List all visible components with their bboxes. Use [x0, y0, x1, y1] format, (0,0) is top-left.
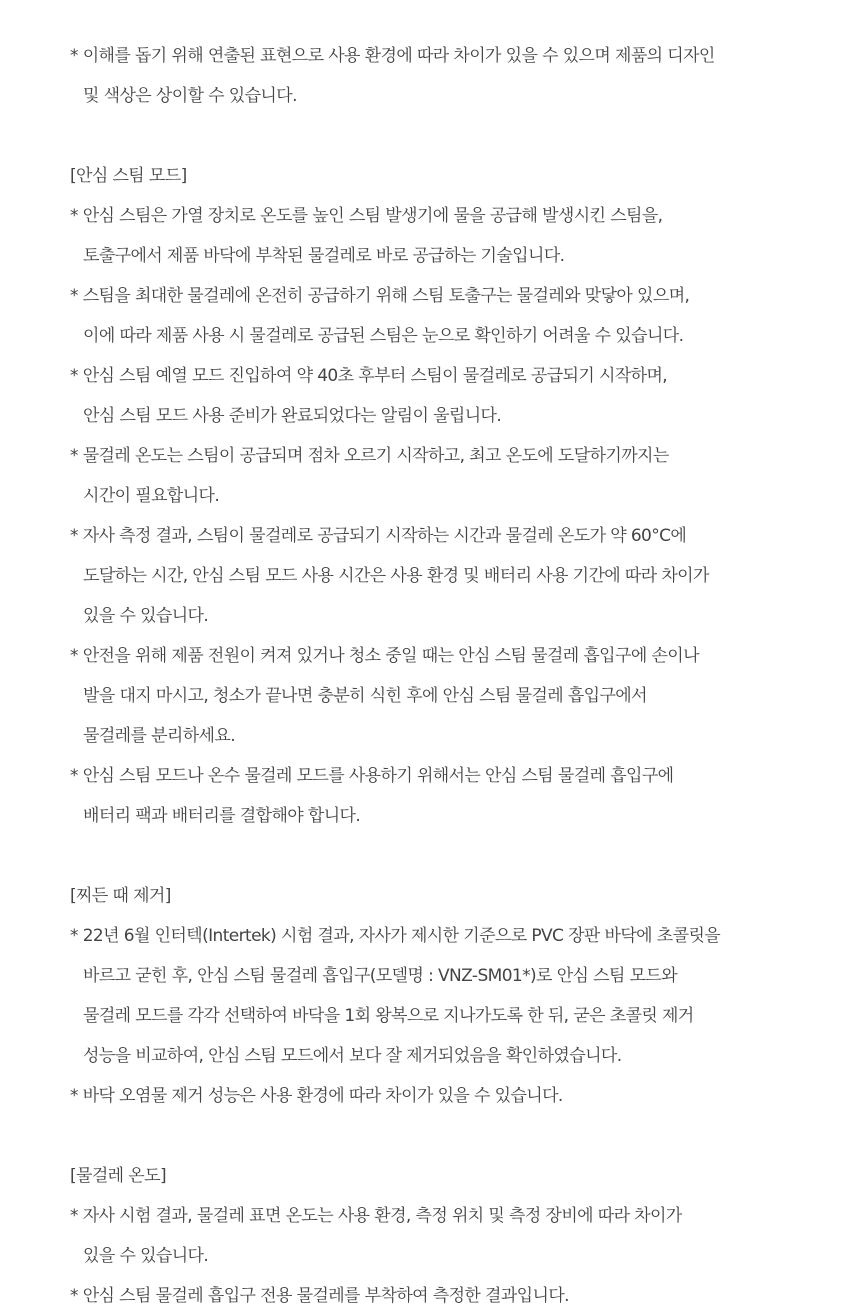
note-line: 및 색상은 상이할 수 있습니다. — [83, 86, 297, 106]
note-line: 있을 수 있습니다. — [83, 606, 209, 626]
section-gap — [70, 116, 850, 156]
section-heading-stain: [찌든 때 제거] — [70, 886, 171, 906]
note-line: * 물걸레 온도는 스팀이 공급되며 점차 오르기 시작하고, 최고 온도에 도달하기까지는 — [70, 446, 669, 466]
note-line: 있을 수 있습니다. — [83, 1246, 209, 1266]
section-gap — [70, 1116, 850, 1156]
note-line: 이에 따라 제품 사용 시 물걸레로 공급된 스팀은 눈으로 확인하기 어려울 수 있습니다. — [83, 326, 684, 346]
note-line: * 스팀을 최대한 물걸레에 온전히 공급하기 위해 스팀 토출구는 물걸레와 맞닿아 있으며, — [70, 286, 690, 306]
section-heading-temperature: [물걸레 온도] — [70, 1166, 166, 1186]
note-line: 발을 대지 마시고, 청소가 끝나면 충분히 식힌 후에 안심 스팀 물걸레 흡입구에서 — [83, 686, 647, 706]
note-line: * 안심 스팀 물걸레 흡입구 전용 물걸레를 부착하여 측정한 결과입니다. — [70, 1286, 569, 1306]
section-heading-steam: [안심 스팀 모드] — [70, 166, 187, 186]
note-line: * 이해를 돕기 위해 연출된 표현으로 사용 환경에 따라 차이가 있을 수 있으며 제품의 디자인 — [70, 46, 715, 66]
note-line: 도달하는 시간, 안심 스팀 모드 사용 시간은 사용 환경 및 배터리 사용 기간에 따라 차이가 — [83, 566, 709, 586]
note-line: * 22년 6월 인터텍(Intertek) 시험 결과, 자사가 제시한 기준으로 PVC 장판 바닥에 초콜릿을 — [70, 926, 721, 946]
note-line: 시간이 필요합니다. — [83, 486, 220, 506]
note-line: * 자사 시험 결과, 물걸레 표면 온도는 사용 환경, 측정 위치 및 측정 장비에 따라 차이가 — [70, 1206, 682, 1226]
note-line: * 안심 스팀 모드나 온수 물걸레 모드를 사용하기 위해서는 안심 스팀 물걸레 흡입구에 — [70, 766, 674, 786]
note-line: * 안심 스팀은 가열 장치로 온도를 높인 스팀 발생기에 물을 공급해 발생시킨 스팀을, — [70, 206, 663, 226]
note-line: 배터리 팩과 배터리를 결합해야 합니다. — [83, 806, 361, 826]
note-line: * 자사 측정 결과, 스팀이 물걸레로 공급되기 시작하는 시간과 물걸레 온도가 약 60°C에 — [70, 526, 687, 546]
note-line: 바르고 굳힌 후, 안심 스팀 물걸레 흡입구(모델명 : VNZ-SM01*)로 안심 스팀 모드와 — [83, 966, 678, 986]
note-line: * 안심 스팀 예열 모드 진입하여 약 40초 후부터 스팀이 물걸레로 공급되기 시작하며, — [70, 366, 668, 386]
section-gap — [70, 836, 850, 876]
note-line: 물걸레를 분리하세요. — [83, 726, 236, 746]
note-line: 물걸레 모드를 각각 선택하여 바닥을 1회 왕복으로 지나가도록 한 뒤, 굳은 초콜릿 제거 — [83, 1006, 694, 1026]
note-line: * 바닥 오염물 제거 성능은 사용 환경에 따라 차이가 있을 수 있습니다. — [70, 1086, 563, 1106]
note-line: * 안전을 위해 제품 전원이 켜져 있거나 청소 중일 때는 안심 스팀 물걸레 흡입구에 손이나 — [70, 646, 699, 666]
disclaimer-document — [70, 36, 850, 1316]
note-line: 성능을 비교하여, 안심 스팀 모드에서 보다 잘 제거되었음을 확인하였습니다. — [83, 1046, 622, 1066]
note-line: 안심 스팀 모드 사용 준비가 완료되었다는 알림이 울립니다. — [83, 406, 502, 426]
note-line: 토출구에서 제품 바닥에 부착된 물걸레로 바로 공급하는 기술입니다. — [83, 246, 565, 266]
